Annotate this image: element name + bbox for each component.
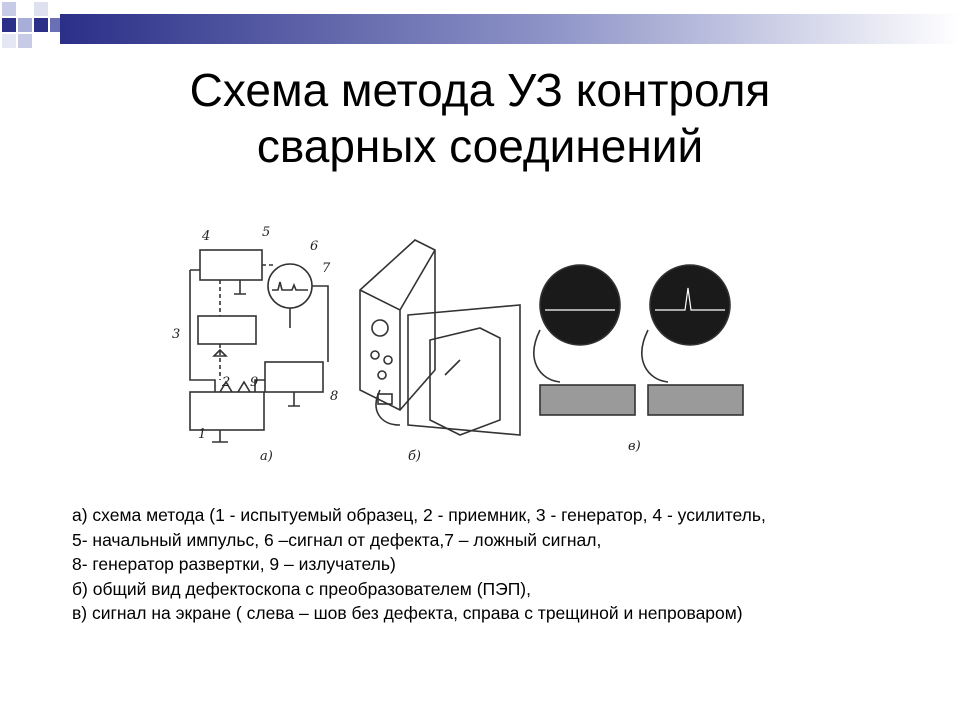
- specimen-block: [190, 392, 264, 430]
- detector-knob: [372, 320, 388, 336]
- wire-left: [190, 270, 215, 392]
- sweep-generator-block: [265, 362, 323, 392]
- panel-label-b: б): [408, 449, 422, 464]
- figure-caption: [72, 503, 952, 626]
- screen-left: [540, 265, 620, 345]
- probe-cable: [376, 360, 460, 425]
- crt-screen: [268, 264, 312, 308]
- caption-line: 5- начальный импульс, 6 –сигнал от дефекта,7 – ложный сигнал,: [72, 529, 602, 550]
- panel-label-a: а): [260, 449, 273, 464]
- detector-edges: [360, 250, 435, 410]
- header-gradient-bar: [60, 14, 960, 44]
- weld-left: [540, 385, 635, 415]
- part-number-1: 1: [198, 427, 207, 442]
- panel-a-block-scheme: [190, 250, 328, 442]
- amplifier-block: [200, 250, 262, 280]
- part-numbers: [172, 225, 338, 442]
- caption-line: 8- генератор развертки, 9 – излучатель): [72, 554, 396, 574]
- caption-line: а) схема метода (1 - испытуемый образец, 2 - приемник, 3 - генератор, 4 - усилитель,: [72, 505, 766, 525]
- ultrasonic-method-figure: [160, 210, 780, 470]
- part-number-7: 7: [322, 261, 331, 276]
- part-number-8: 8: [330, 389, 339, 404]
- part-number-2: 2: [222, 375, 231, 390]
- caption-line: в) сигнал на экране ( слева – шов без дефекта, справа с трещиной и непроваром): [72, 603, 743, 623]
- part-number-4: 4: [202, 229, 211, 244]
- detector-body: [360, 240, 435, 410]
- panel-c-screen-signals: [534, 265, 743, 415]
- wire-right: [255, 286, 328, 392]
- part-number-6: 6: [310, 239, 319, 254]
- panel-labels: [260, 439, 641, 464]
- panel-label-c: в): [628, 439, 641, 454]
- part-number-5: 5: [262, 225, 271, 240]
- specimen-block-3d: [430, 328, 500, 435]
- slide-title: [0, 62, 960, 174]
- crt-trace: [272, 282, 308, 290]
- header-squares: [2, 2, 60, 48]
- slide-title-line-1: Схема метода УЗ контроля: [189, 64, 771, 116]
- caption-line: б) общий вид дефектоскопа с преобразователем (ПЭП),: [72, 578, 531, 599]
- slide-title-line-2: сварных соединений: [256, 120, 704, 172]
- ground-bottom: [212, 392, 300, 442]
- part-number-3: 3: [172, 327, 181, 342]
- panel-b-flaw-detector: [360, 240, 520, 435]
- header-decoration: [0, 0, 960, 60]
- weld-right: [648, 385, 743, 415]
- specimen-view: [408, 305, 520, 435]
- generator-block: [198, 316, 256, 344]
- part-number-9: 9: [250, 375, 259, 390]
